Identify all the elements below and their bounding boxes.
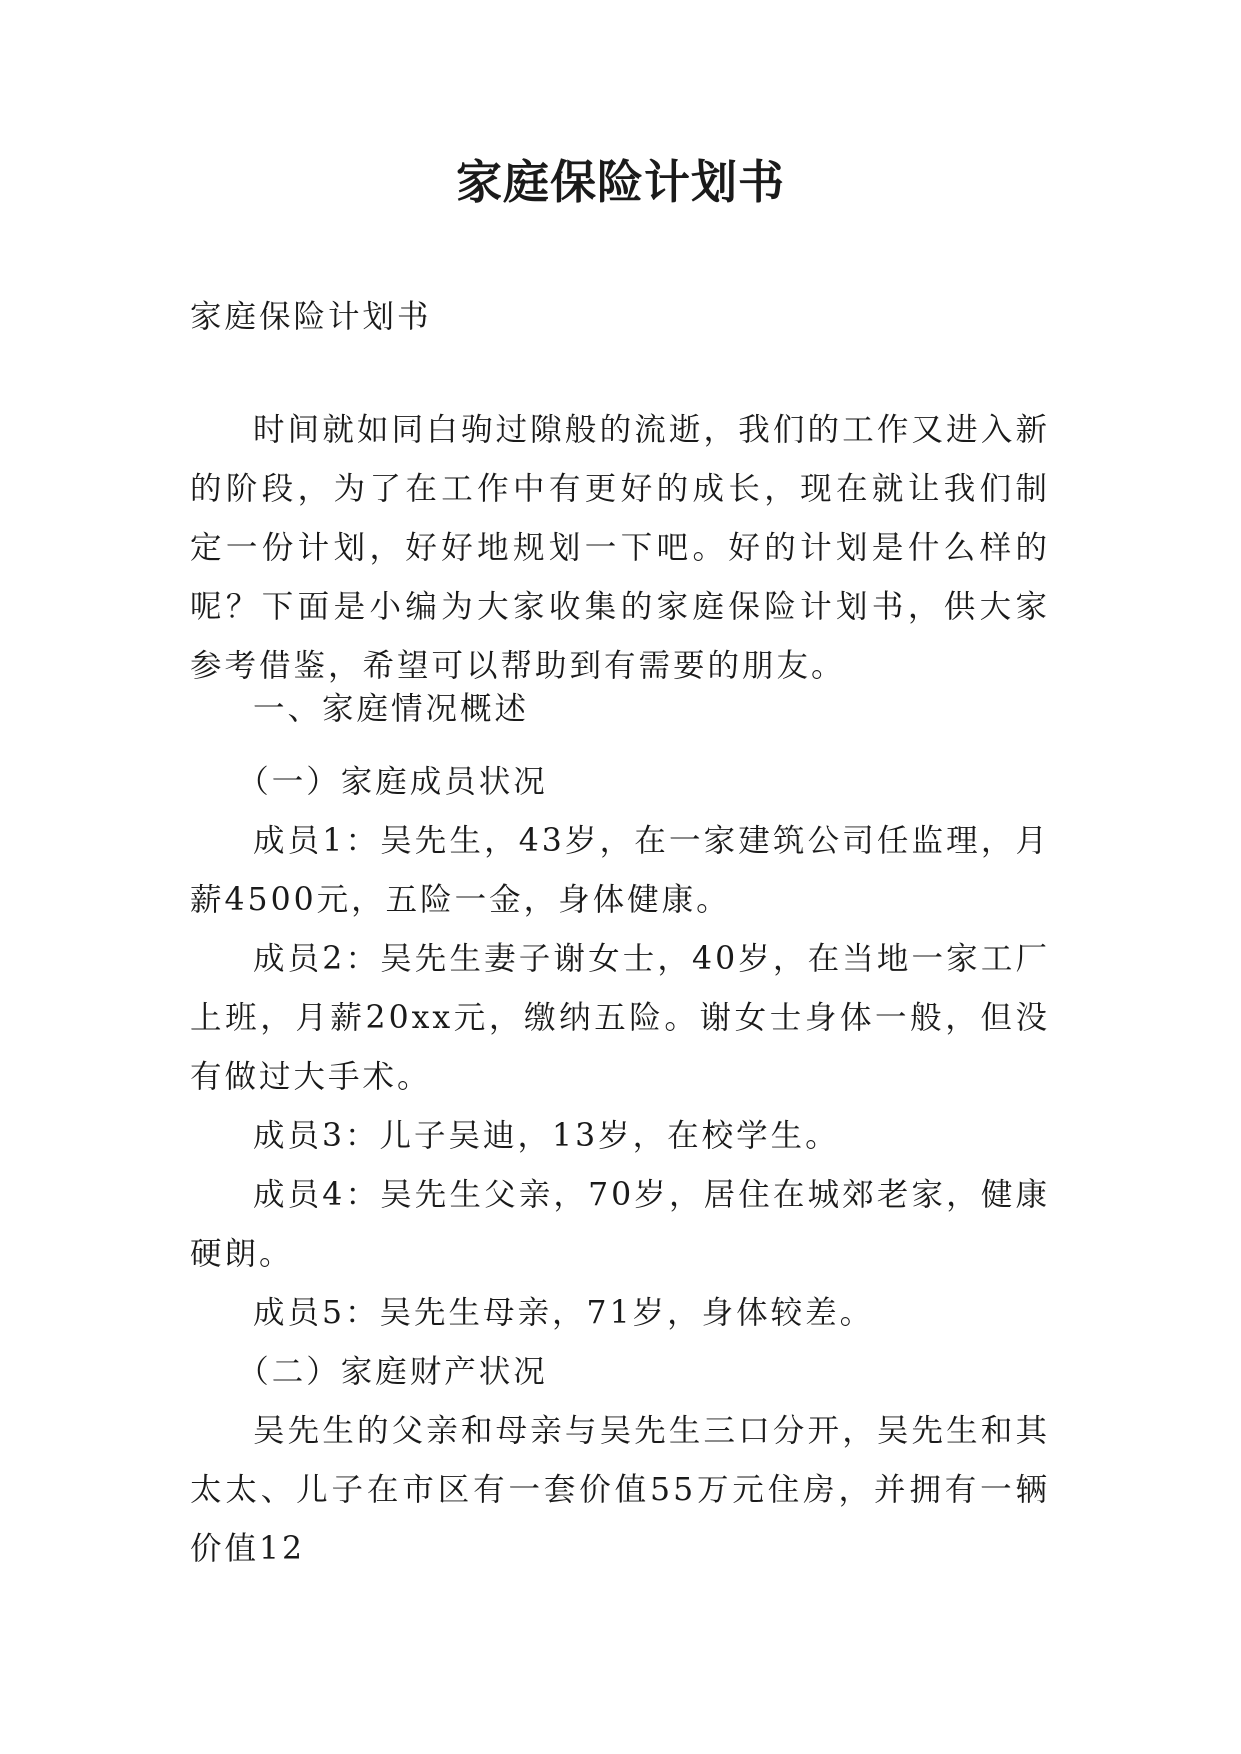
member-paragraph: 成员2：吴先生妻子谢女士，40岁，在当地一家工厂上班，月薪20xx元，缴纳五险。谢女士身体一般，但没有做过大手术。 xyxy=(190,941,1050,1095)
section-heading: 一、家庭情况概述 xyxy=(253,691,530,727)
document-title: 家庭保险计划书 xyxy=(456,155,785,209)
subsection-heading: （一）家庭成员状况 xyxy=(237,764,548,800)
intro-paragraph: 时间就如同白驹过隙般的流逝，我们的工作又进入新的阶段，为了在工作中有更好的成长，现在就让我们制定一份计划，好好地规划一下吧。好的计划是什么样的呢？下面是小编为大家收集的家庭保险计划书，供大家参考借鉴，希望可以帮助到有需要的朋友。 xyxy=(190,412,1050,684)
document-content xyxy=(190,691,1050,1579)
document-subtitle: 家庭保险计划书 xyxy=(190,299,432,335)
property-paragraph: 吴先生的父亲和母亲与吴先生三口分开，吴先生和其太太、儿子在市区有一套价值55万元住房，并拥有一辆价值12 xyxy=(190,1413,1050,1567)
member-paragraph: 成员1：吴先生，43岁，在一家建筑公司任监理，月薪4500元，五险一金，身体健康。 xyxy=(190,823,1050,918)
member-paragraph: 成员3：儿子吴迪，13岁，在校学生。 xyxy=(253,1118,840,1154)
member-paragraph: 成员4：吴先生父亲，70岁，居住在城郊老家，健康硬朗。 xyxy=(190,1177,1050,1272)
subsection-heading: （二）家庭财产状况 xyxy=(237,1354,548,1390)
member-paragraph: 成员5：吴先生母亲，71岁，身体较差。 xyxy=(253,1295,875,1331)
